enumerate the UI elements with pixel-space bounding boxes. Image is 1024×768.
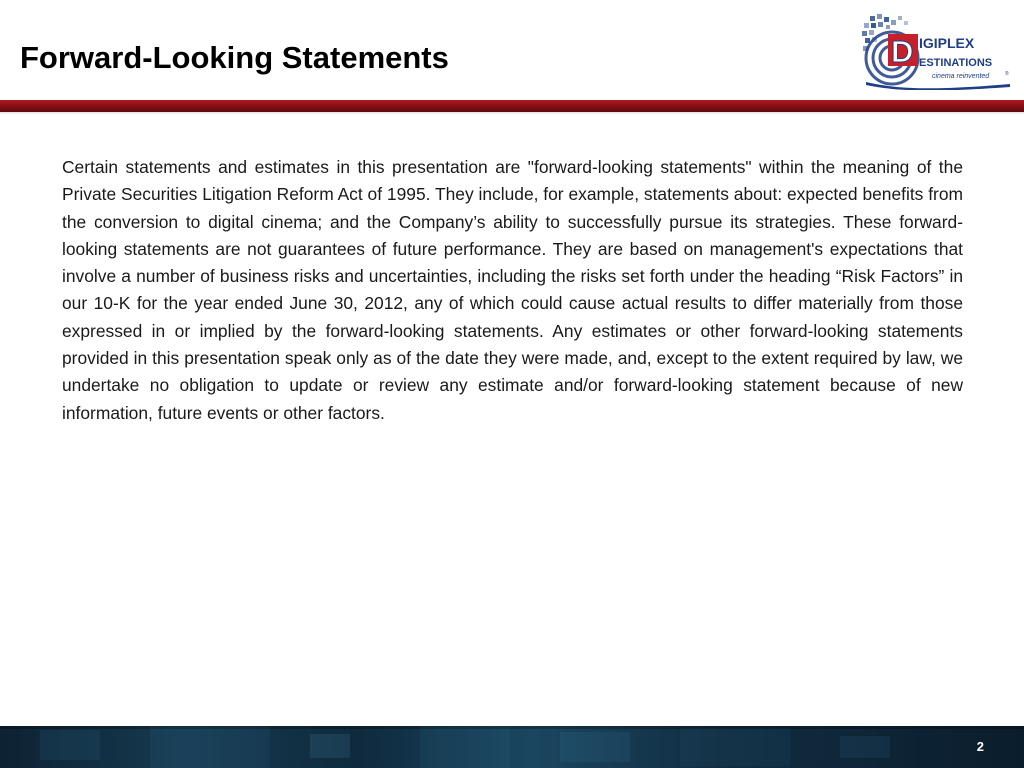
disclaimer-paragraph: Certain statements and estimates in this presentation are "forward-looking statements" within the meaning of the Private Securities Litigation Reform Act of 1995. They include, for example, statements about: expected benefits from the conversion to digital cinema; and the Company’s ability to successfully pursue its strategies. These forward-looking statements are not guarantees of future performance. They are based on management's expectations that involve a number of business risks and uncertainties, including the risks set forth under the heading “Risk Factors” in our 10-K for the year ended June 30, 2012, any of which could cause actual results to differ materially from those expressed in or implied by the forward-looking statements. Any estimates or other forward-looking statements provided in this presentation speak only as of the date they were made, and, except to the extent required by law, we undertake no obligation to update or review any estimate and/or forward-looking statement because of new information, future events or other factors. <box>62 157 963 423</box>
logo-line1: IGIPLEX <box>919 35 975 51</box>
logo-letter: D <box>891 34 914 69</box>
page-number: 2 <box>976 739 984 754</box>
title-rule-shadow <box>0 112 1024 115</box>
footer-texture <box>0 726 1024 768</box>
logo-registered-mark: ® <box>1005 71 1009 77</box>
footer-band <box>0 726 1024 768</box>
digiplex-logo <box>860 12 1012 90</box>
logo-tagline: cinema reinvented <box>932 73 990 80</box>
logo-line2: ESTINATIONS <box>919 57 993 69</box>
title-rule <box>0 100 1024 112</box>
slide-title: Forward-Looking Statements <box>20 40 449 75</box>
